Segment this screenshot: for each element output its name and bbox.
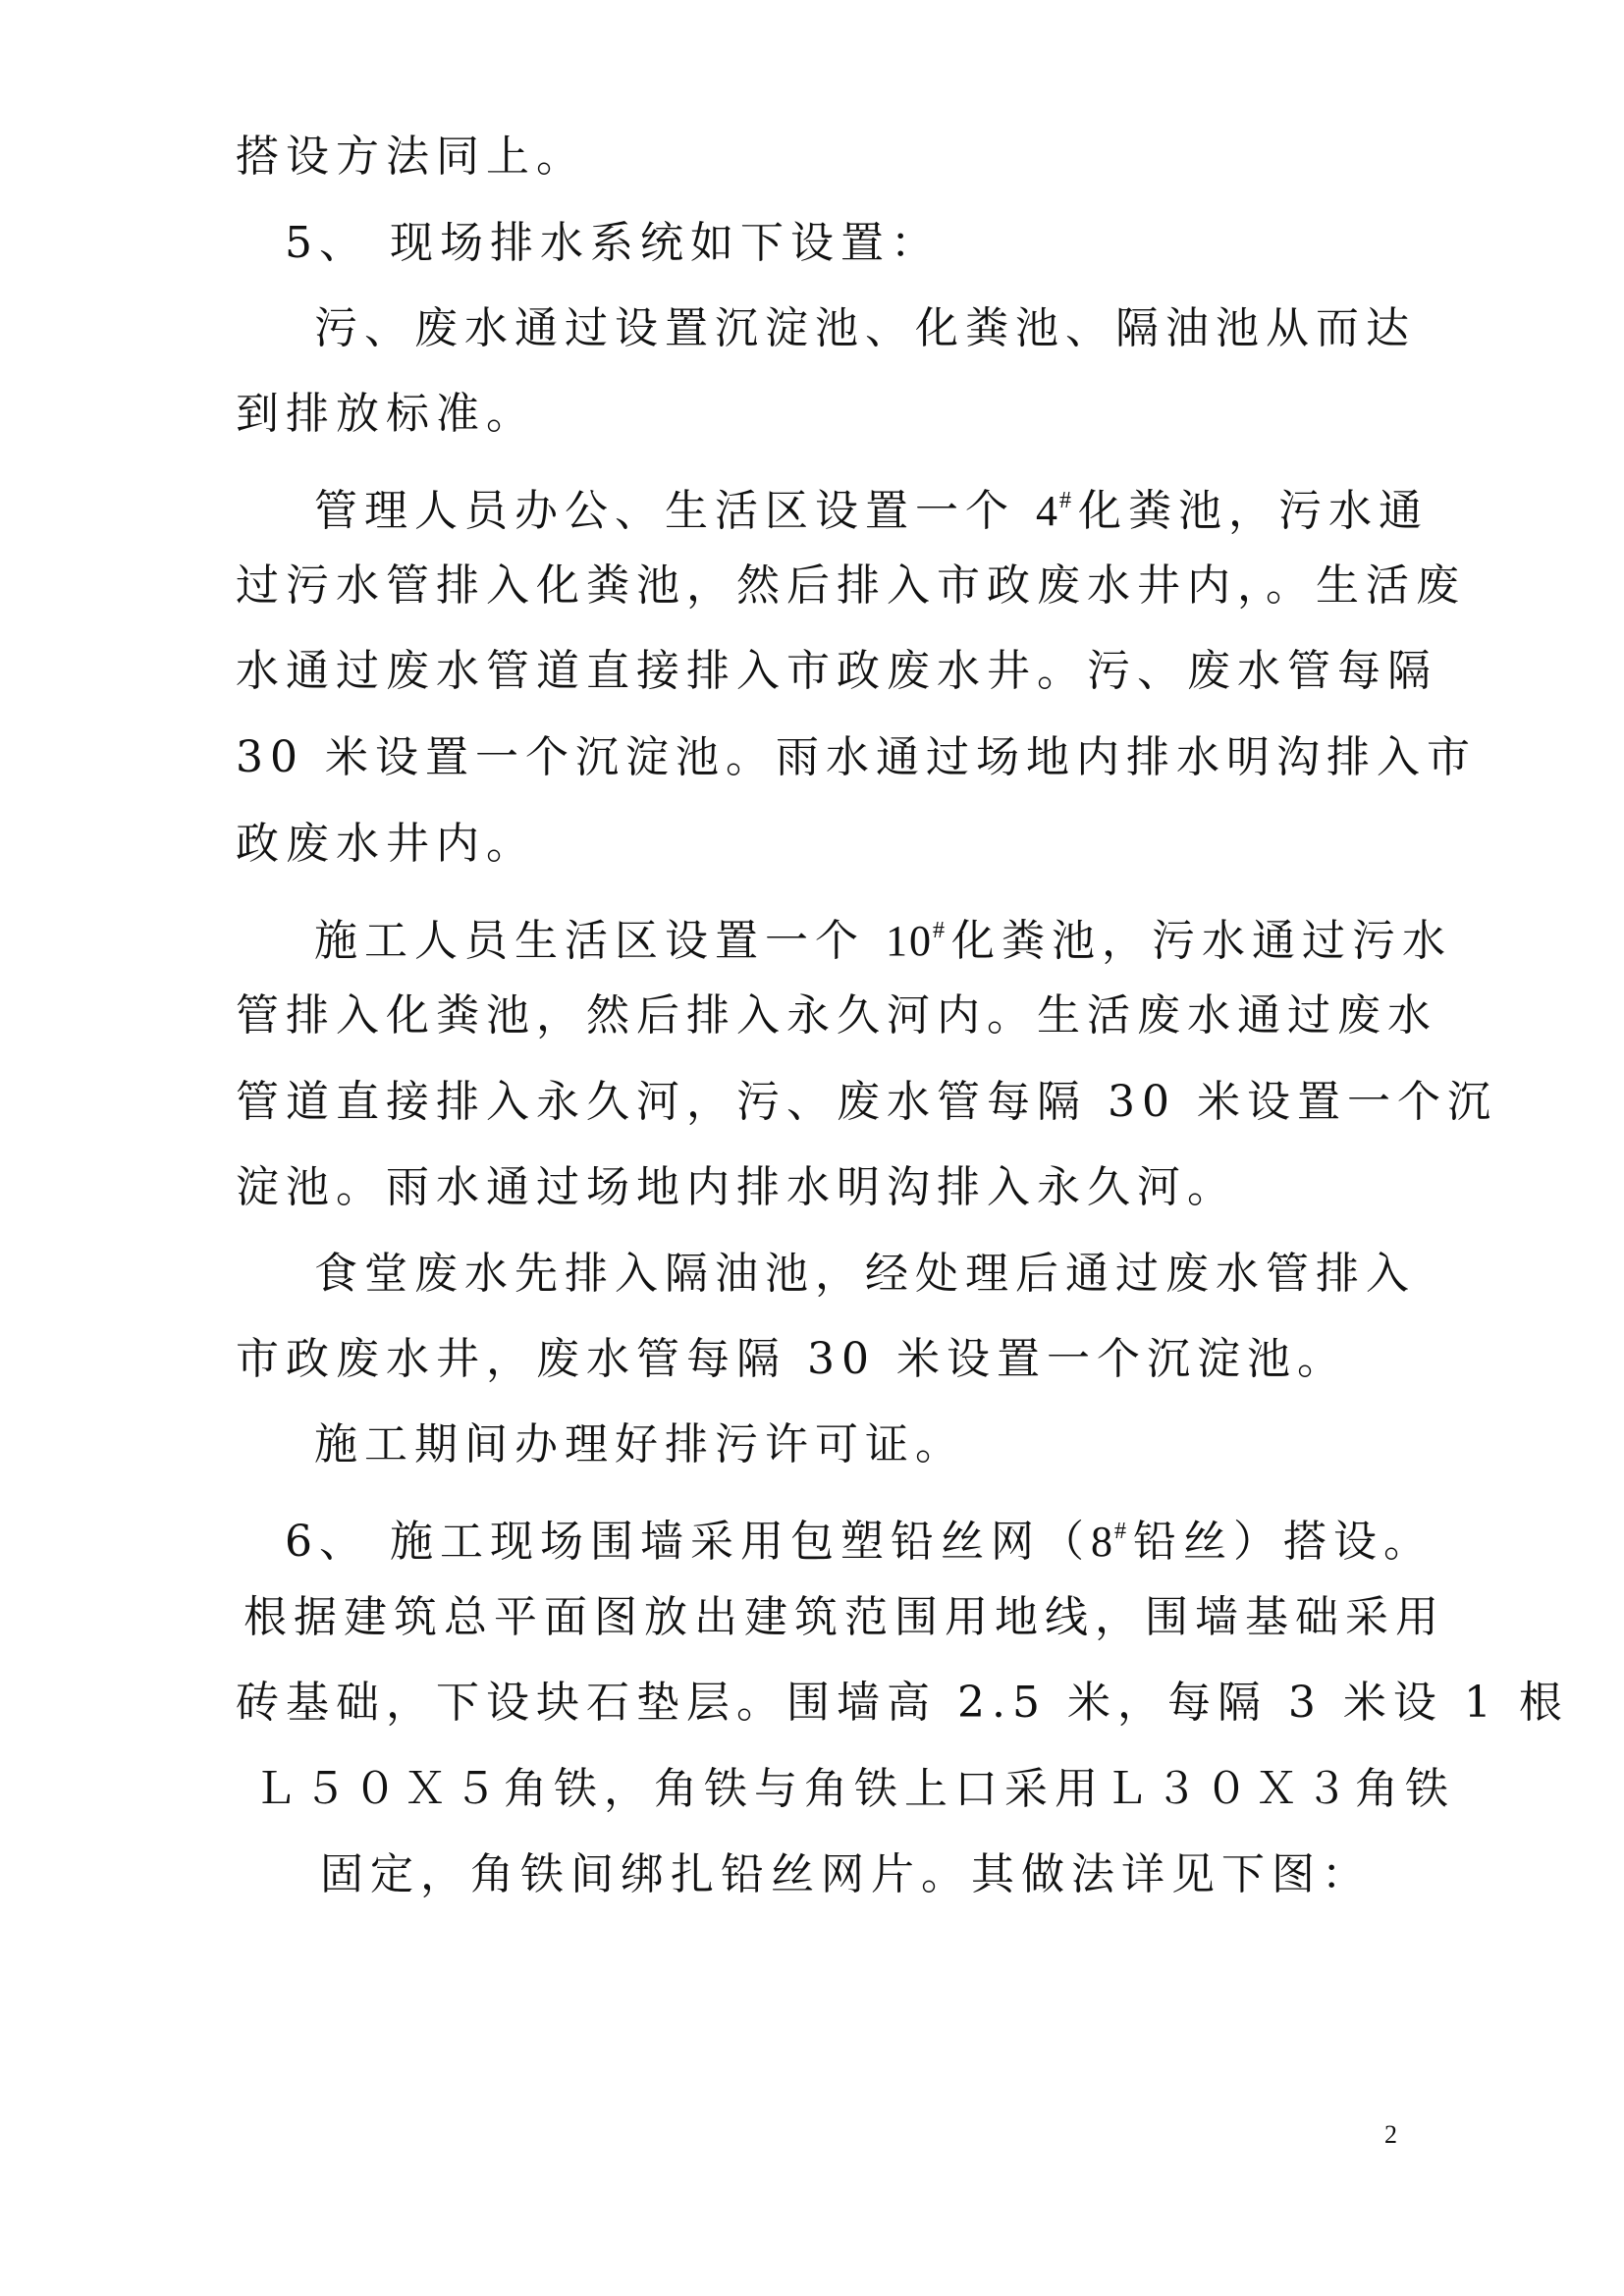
page-number: 2 bbox=[1384, 2120, 1397, 2149]
text-line: 管排入化粪池，然后排入永久河内。生活废水通过废水 bbox=[236, 990, 1437, 1041]
text-line: 根据建筑总平面图放出建筑范围用地线，围墙基础采用 bbox=[244, 1592, 1445, 1642]
text-line: 30 米设置一个沉淀池。雨水通过场地内排水明沟排入市 bbox=[236, 732, 1477, 782]
text-line: 污、废水通过设置沉淀池、化粪池、隔油池从而达 bbox=[314, 303, 1416, 353]
text-fragment: 化粪池，污水通过污水 bbox=[951, 916, 1452, 966]
text-line bbox=[314, 471, 1429, 536]
hash-superscript: # bbox=[1059, 488, 1078, 513]
text-line: Ｌ５０Ｘ５角铁，角铁与角铁上口采用Ｌ３０Ｘ３角铁 bbox=[253, 1764, 1455, 1814]
text-line bbox=[314, 901, 1452, 966]
text-line: 水通过废水管道直接排入市政废水井。污、废水管每隔 bbox=[236, 646, 1437, 696]
tank-number: 10 bbox=[886, 917, 933, 965]
text-line: 固定，角铁间绑扎铅丝网片。其做法详见下图： bbox=[320, 1849, 1372, 1899]
text-fragment: 管理人员办公、生活区设置一个 bbox=[314, 486, 1015, 536]
text-line: 管道直接排入永久河，污、废水管每隔 30 米设置一个沉 bbox=[236, 1077, 1497, 1127]
hash-superscript: # bbox=[933, 918, 951, 943]
text-line: 到排放标准。 bbox=[236, 389, 536, 439]
tank-number: 4 bbox=[1036, 487, 1059, 535]
hash-superscript: # bbox=[1113, 1519, 1133, 1544]
text-line: 过污水管排入化粪池，然后排入市政废水井内，。生活废 bbox=[236, 561, 1466, 611]
text-line: 政废水井内。 bbox=[236, 819, 536, 869]
text-fragment: 6、 施工现场围墙采用包塑铅丝网（ bbox=[285, 1517, 1091, 1567]
section-5-heading: 5、 现场排水系统如下设置： bbox=[285, 218, 941, 268]
text-line: 施工期间办理好排污许可证。 bbox=[314, 1419, 965, 1469]
text-fragment: 铅丝）搭设。 bbox=[1132, 1517, 1434, 1567]
text-line: 市政废水井，废水管每隔 30 米设置一个沉淀池。 bbox=[236, 1334, 1347, 1384]
section-6-heading bbox=[285, 1502, 1434, 1567]
text-line: 食堂废水先排入隔油池，经处理后通过废水管排入 bbox=[314, 1249, 1416, 1299]
text-line: 搭设方法同上。 bbox=[236, 132, 586, 182]
wire-gauge-number: 8 bbox=[1090, 1518, 1114, 1566]
text-line: 淀池。雨水通过场地内排水明沟排入永久河。 bbox=[236, 1162, 1237, 1212]
text-fragment: 化粪池，污水通 bbox=[1078, 486, 1429, 536]
text-fragment: 施工人员生活区设置一个 bbox=[314, 916, 865, 966]
text-line: 砖基础，下设块石垫层。围墙高 2.5 米，每隔 3 米设 1 根 bbox=[236, 1678, 1569, 1728]
